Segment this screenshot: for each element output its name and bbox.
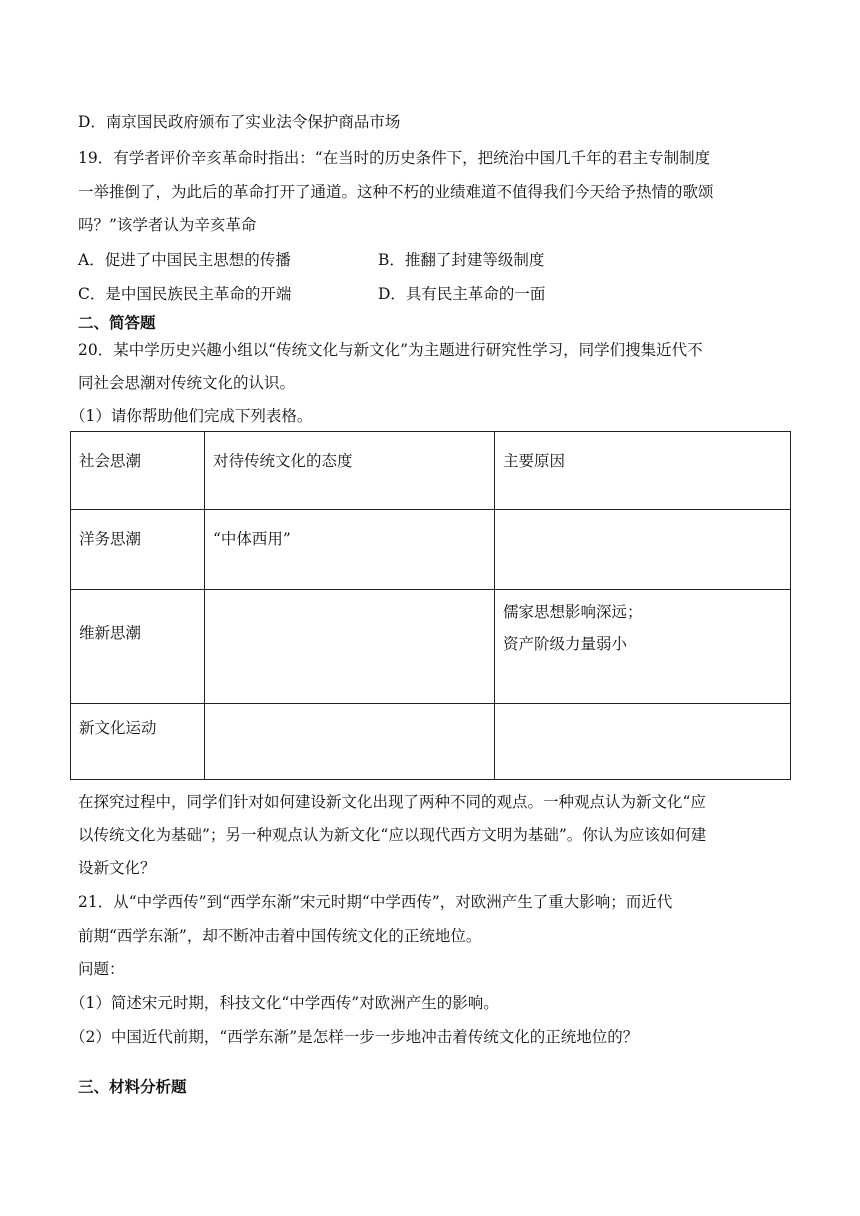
q19-option-c: C．是中国民族民主革命的开端 <box>78 285 292 303</box>
row-reason[interactable] <box>495 510 791 590</box>
culture-table <box>70 431 791 780</box>
row-reason[interactable] <box>495 704 791 780</box>
q20-after-line-3: 设新文化？ <box>78 859 156 877</box>
header-reason: 主要原因 <box>495 432 791 510</box>
section-2-title: 二、简答题 <box>78 314 156 332</box>
q20-after-line-1: 在探究过程中，同学们针对如何建设新文化出现了两种不同的观点。一种观点认为新文化“应 <box>78 793 706 811</box>
header-attitude: 对待传统文化的态度 <box>205 432 495 510</box>
q21-line-2: 前期“西学东渐”，却不断冲击着中国传统文化的正统地位。 <box>78 927 482 945</box>
q20-line-2: 同社会思潮对传统文化的认识。 <box>78 374 296 392</box>
table-row <box>71 510 791 590</box>
q21-sub-2: （2）中国近代前期，“西学东渐”是怎样一步一步地冲击着传统文化的正统地位的？ <box>70 1028 639 1046</box>
table-header-row <box>71 432 791 510</box>
q19-option-a: A．促进了中国民主思想的传播 <box>78 251 291 269</box>
q18-option-d: D．南京国民政府颁布了实业法令保护商品市场 <box>78 113 401 131</box>
header-trend: 社会思潮 <box>71 432 205 510</box>
row-trend: 新文化运动 <box>71 704 205 780</box>
table-row <box>71 590 791 704</box>
q19-option-b: B．推翻了封建等级制度 <box>378 251 545 269</box>
row-attitude[interactable] <box>205 704 495 780</box>
q19-line-3: 吗？”该学者认为辛亥革命 <box>78 216 257 234</box>
row-trend: 洋务思潮 <box>71 510 205 590</box>
row-trend: 维新思潮 <box>71 590 205 704</box>
q20-line-1: 20．某中学历史兴趣小组以“传统文化与新文化”为主题进行研究性学习，同学们搜集近代不 <box>78 341 703 359</box>
q21-sub-1: （1）简述宋元时期，科技文化“中学西传”对欧洲产生的影响。 <box>70 994 499 1012</box>
row-attitude: “中体西用” <box>205 510 495 590</box>
section-3-title: 三、材料分析题 <box>78 1078 187 1096</box>
q19-line-1: 19．有学者评价辛亥革命时指出：“在当时的历史条件下，把统治中国几千年的君主专制制度 <box>78 149 711 167</box>
q19-line-2: 一举推倒了，为此后的革命打开了通道。这种不朽的业绩难道不值得我们今天给予热情的歌颂 <box>78 183 714 201</box>
row-attitude[interactable] <box>205 590 495 704</box>
q19-option-d: D．具有民主革命的一面 <box>378 285 546 303</box>
table-row <box>71 704 791 780</box>
q21-question-label: 问题： <box>78 960 125 978</box>
q20-sub-1: （1）请你帮助他们完成下列表格。 <box>70 407 313 425</box>
row-reason: 儒家思想影响深远； 资产阶级力量弱小 <box>495 590 791 704</box>
q20-after-line-2: 以传统文化为基础”；另一种观点认为新文化“应以现代西方文明为基础”。你认为应该如何建 <box>78 826 707 844</box>
q21-line-1: 21．从“中学西传”到“西学东渐”宋元时期“中学西传”，对欧洲产生了重大影响；而近代 <box>78 893 673 911</box>
